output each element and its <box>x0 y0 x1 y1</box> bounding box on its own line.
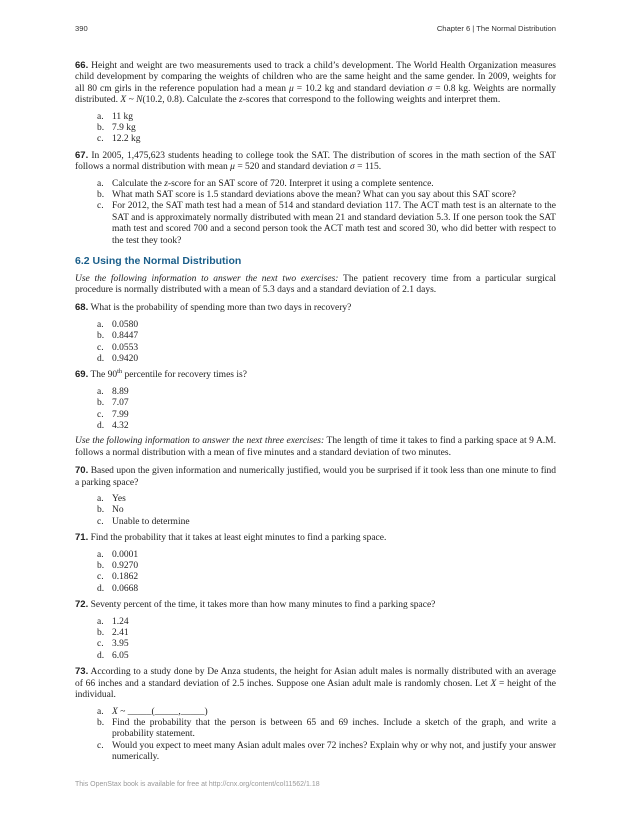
options-list <box>75 320 556 366</box>
exercise-number: 72. <box>75 599 89 611</box>
option-item: c. 3.95 <box>97 639 129 650</box>
option-item: a. 8.89 <box>97 386 129 397</box>
options-list <box>75 179 556 247</box>
intro-paragraph: Use the following information to answer the next two exercises: The patient recovery time from a particular surgical procedure is normally distributed with a mean of 5.3 days and a standard deviation of 2.1 days. <box>75 273 556 295</box>
option-item: d. 6.05 <box>97 650 129 661</box>
option-item: c. Would you expect to meet many Asian adult males over 72 inches? Explain why or why not, and justify your answer numerically. <box>97 740 556 763</box>
exercise-number: 71. <box>75 532 89 544</box>
exercise-number: 68. <box>75 302 89 314</box>
exercise-number: 73. <box>75 666 89 678</box>
exercise-69: 69. The 90th percentile for recovery times is? <box>75 368 247 381</box>
option-item: c. 12.2 kg <box>97 134 141 145</box>
options-list <box>75 112 556 146</box>
option-item: a. 0.0580 <box>97 319 139 330</box>
page-footer: This OpenStax book is available for free at http://cnx.org/content/col11562/1.18 <box>75 781 320 788</box>
options-list <box>75 707 556 764</box>
page-content <box>75 60 556 768</box>
option-item: b. 7.07 <box>97 398 129 409</box>
exercise-71: 71. Find the probability that it takes at least eight minutes to find a parking space. <box>75 532 387 544</box>
exercise-67: 67. In 2005, 1,475,623 students heading to college took the SAT. The distribution of scores in the math section of the SAT follows a normal distribution with mean μ = 520 and standard deviation σ = 115. <box>75 149 556 173</box>
option-item: d. 4.32 <box>97 420 129 431</box>
intro-paragraph: Use the following information to answer the next three exercises: The length of time it takes to find a parking space at 9 A.M. follows a normal distribution with a mean of five minutes and a standard deviation of two minutes. <box>75 436 556 458</box>
option-item: c. 0.0553 <box>97 342 139 353</box>
option-item: c. 0.1862 <box>97 572 139 583</box>
section-heading: 6.2 Using the Normal Distribution <box>75 255 242 268</box>
option-item: b. 2.41 <box>97 628 129 639</box>
option-item: a. 0.0001 <box>97 549 139 560</box>
exercise-68: 68. What is the probability of spending more than two days in recovery? <box>75 302 352 314</box>
options-list <box>75 550 556 596</box>
option-item: c. 7.99 <box>97 409 129 420</box>
option-item: d. 0.9420 <box>97 353 139 364</box>
exercise-number: 69. <box>75 369 89 381</box>
option-item: b. 0.8447 <box>97 331 139 342</box>
options-list <box>75 387 556 433</box>
chapter-header: Chapter 6 | The Normal Distribution <box>436 24 556 33</box>
options-list <box>75 494 556 528</box>
option-item: d. 0.0668 <box>97 583 139 594</box>
option-item: a. 11 kg <box>97 111 134 122</box>
option-item: b. 7.9 kg <box>97 123 136 134</box>
options-list <box>75 617 556 663</box>
option-item: a. Calculate the z-score for an SAT score of 720. Interpret it using a complete sentence. <box>97 178 434 189</box>
option-item: b. No <box>97 505 124 516</box>
option-item: a. Yes <box>97 494 126 504</box>
option-item: a. X ~ _____(_____,_____) <box>97 706 208 717</box>
exercise-66: 66. Height and weight are two measurements used to track a child’s development. The World Health Organization measures child development by comparing the weights of children who are the same height and the same gender. In 2009, weights for all 80 cm girls in the reference population had a mean μ = 10.2 kg and standard deviation σ = 0.8 kg. Weights are normally distributed. X ~ N(10.2, 0.8). Calculate the z-scores that correspond to the following weights and interpret them. <box>75 60 556 106</box>
exercise-number: 70. <box>75 465 89 477</box>
exercise-number: 67. <box>75 149 89 161</box>
page-number: 390 <box>75 24 88 33</box>
option-item: b. What math SAT score is 1.5 standard deviations above the mean? What can you say about this SAT score? <box>97 190 516 201</box>
exercise-73: 73. According to a study done by De Anza students, the height for Asian adult males is normally distributed with an average of 66 inches and a standard deviation of 2.5 inches. Suppose one Asian adult male is randomly chosen. Let X = height of the individual. <box>75 666 556 701</box>
option-item: a. 1.24 <box>97 616 129 627</box>
exercise-72: 72. Seventy percent of the time, it takes more than how many minutes to find a parking space? <box>75 599 436 611</box>
option-item: b. 0.9270 <box>97 561 139 572</box>
option-item: b. Find the probability that the person is between 65 and 69 inches. Include a sketch of the graph, and write a probability statement. <box>97 717 556 740</box>
option-item: c. Unable to determine <box>97 516 190 527</box>
option-item: c. For 2012, the SAT math test had a mean of 514 and standard deviation 117. The ACT math test is an alternate to the SAT and is approximately normally distributed with mean 21 and standard deviation 5.3. If one person took the SAT math test and scored 700 and a second person took the ACT math test and scored 30, who did better with respect to the test they took? <box>97 201 556 246</box>
exercise-number: 66. <box>75 60 89 71</box>
exercise-70: 70. Based upon the given information and numerically justified, would you be surprised if it took less than one minute to find a parking space? <box>75 465 557 488</box>
